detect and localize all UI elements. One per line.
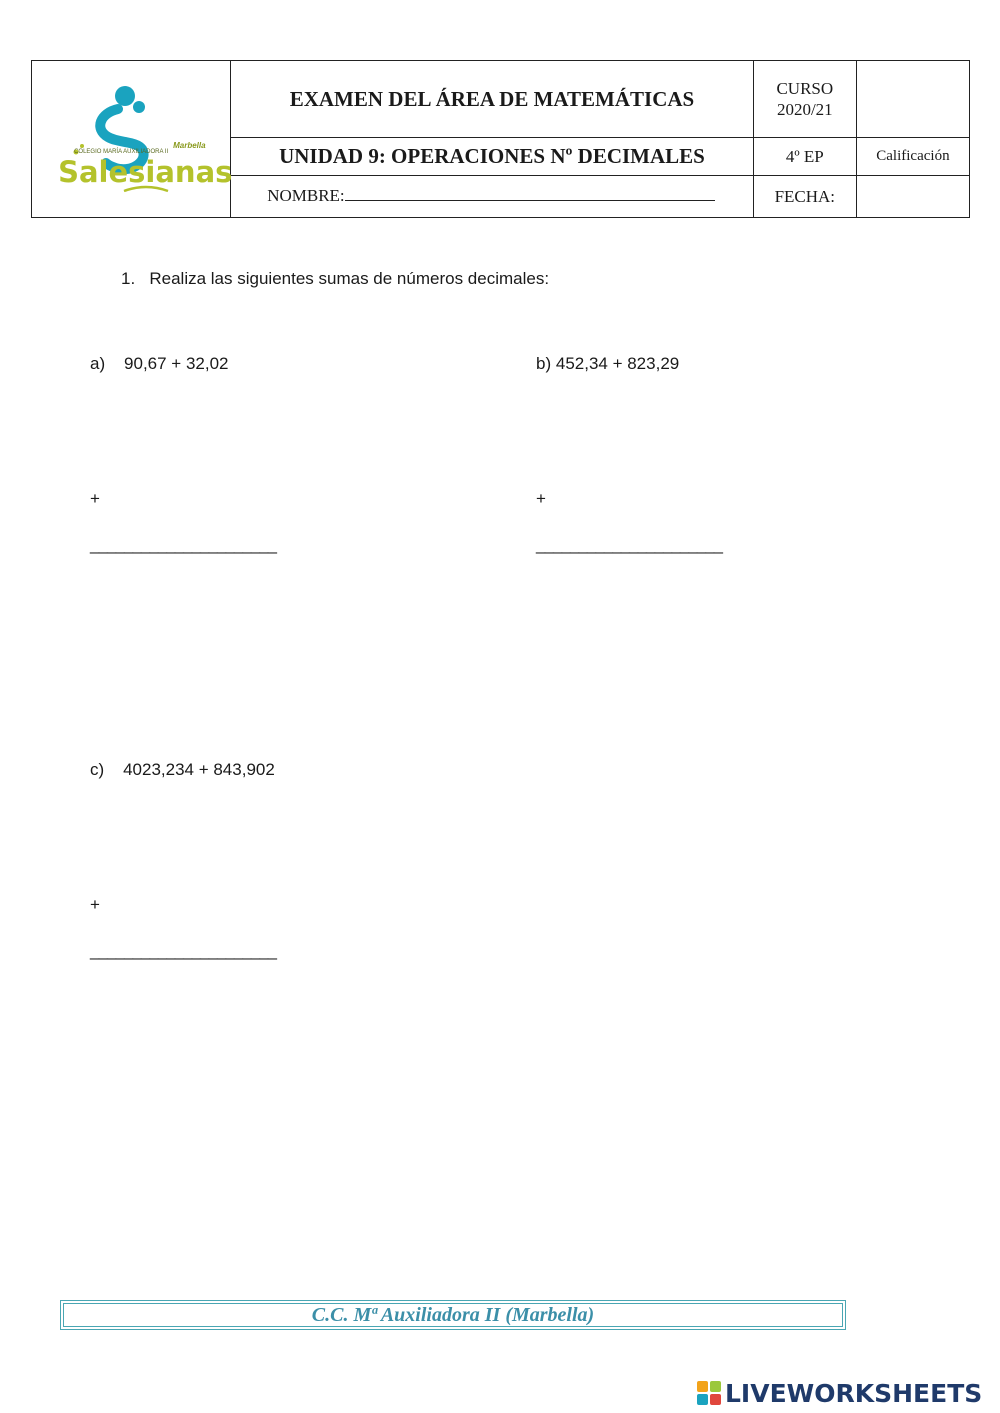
item-c-plus: + — [90, 895, 100, 914]
item-c-label: c) — [90, 760, 105, 779]
item-c-expression: 4023,234 + 843,902 — [123, 760, 275, 779]
item-a-expression: 90,67 + 32,02 — [124, 354, 229, 373]
curso-label: CURSO — [776, 79, 834, 99]
unit-title: UNIDAD 9: OPERACIONES Nº DECIMALES — [231, 138, 754, 175]
curso-cell — [753, 61, 856, 138]
liveworksheets-watermark — [697, 1376, 982, 1410]
liveworksheets-brand: LIVEWORKSHEETS — [725, 1378, 983, 1408]
fecha-value-cell[interactable] — [856, 175, 969, 217]
logo-cell — [32, 61, 231, 218]
calificacion-label: Calificación — [856, 138, 969, 175]
item-a-plus: + — [90, 489, 100, 508]
logo-city: Marbella — [173, 141, 206, 150]
item-a — [90, 354, 229, 374]
footer-box — [60, 1300, 846, 1330]
item-b-answer-line[interactable]: ______________________ — [536, 535, 723, 554]
question-number: 1. — [121, 269, 136, 288]
item-a-label: a) — [90, 354, 106, 373]
item-b-expression: 452,34 + 823,29 — [555, 354, 680, 373]
item-c — [90, 760, 275, 780]
nombre-label: NOMBRE: — [267, 186, 345, 206]
blank-cell — [856, 61, 969, 138]
nombre-cell[interactable] — [231, 175, 754, 217]
logo-subtitle: COLEGIO MARÍA AUXILIADORA II — [74, 149, 169, 155]
fecha-label: FECHA: — [753, 175, 856, 217]
item-b-label: b) — [536, 354, 552, 373]
curso-year: 2020/21 — [776, 100, 833, 120]
item-c-answer-line[interactable]: ______________________ — [90, 941, 277, 960]
footer-school-name: C.C. Mª Auxiliadora II (Marbella) — [63, 1303, 843, 1327]
logo-wordmark: Salesianas — [58, 155, 233, 189]
school-logo — [56, 79, 233, 199]
question-text: Realiza las siguientes sumas de números decimales: — [149, 269, 550, 288]
level-cell: 4º EP — [753, 138, 856, 175]
item-a-answer-line[interactable]: ______________________ — [90, 535, 277, 554]
question-instruction — [121, 269, 549, 289]
item-b — [536, 354, 679, 374]
exam-title: EXAMEN DEL ÁREA DE MATEMÁTICAS — [231, 61, 754, 138]
liveworksheets-logo-icon — [697, 1381, 721, 1405]
exam-header-table — [31, 60, 970, 218]
nombre-input-line[interactable] — [345, 186, 715, 201]
item-b-plus: + — [536, 489, 546, 508]
